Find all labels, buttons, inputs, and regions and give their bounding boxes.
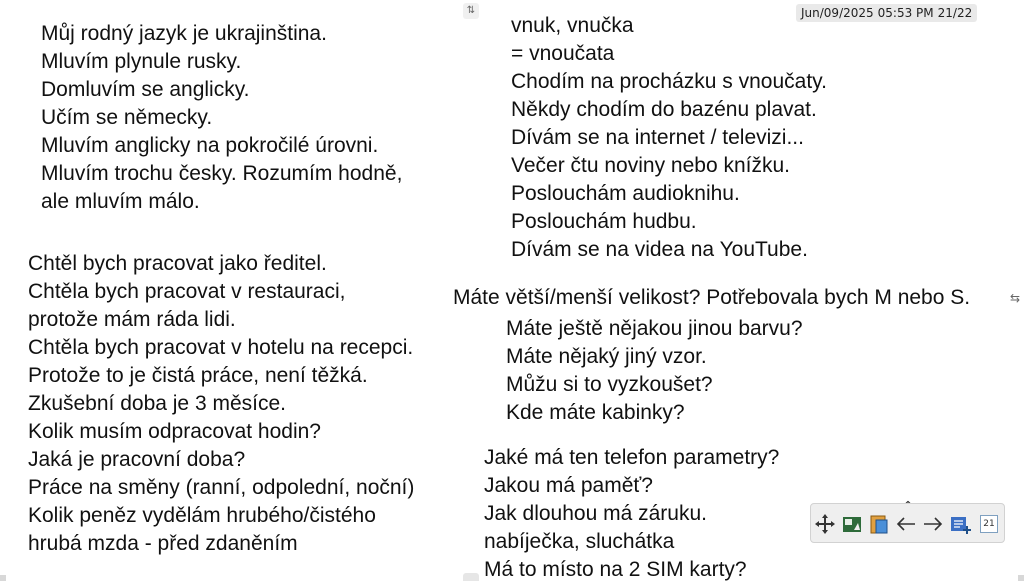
note-line: Večer čtu noviny nebo knížku.	[511, 154, 790, 177]
status-date: Jun/09/2025	[801, 6, 874, 20]
note-line: Kolik musím odpracovat hodin?	[28, 420, 321, 443]
note-line: Chtěla bych pracovat v restauraci,	[28, 280, 346, 303]
free-time-notes	[511, 12, 827, 264]
note-line: = vnoučata	[511, 42, 615, 65]
note-line: Poslouchám audioknihu.	[511, 182, 740, 205]
note-line: protože mám ráda lidi.	[28, 308, 236, 331]
note-line: Zkušební doba je 3 měsíce.	[28, 392, 286, 415]
status-page: 21/22	[937, 6, 973, 20]
note-line: Můžu si to vyzkoušet?	[506, 373, 713, 396]
note-line: Mluvím trochu česky. Rozumím hodně,	[41, 162, 403, 185]
note-line: Kolik peněz vydělám hrubého/čistého	[28, 504, 376, 527]
page-number-indicator[interactable]: 21	[977, 512, 1001, 536]
move-arrows-icon[interactable]	[813, 512, 837, 536]
clipboard-paste-icon[interactable]	[867, 512, 891, 536]
note-line: Jaká je pracovní doba?	[28, 448, 246, 471]
note-line: Poslouchám hudbu.	[511, 210, 697, 233]
note-line: Má to místo na 2 SIM karty?	[484, 558, 747, 581]
note-line: Protože to je čistá práce, není těžká.	[28, 364, 368, 387]
floating-toolbar	[810, 503, 1005, 543]
note-line: Dívám se na internet / televizi...	[511, 126, 804, 149]
note-line: ale mluvím málo.	[41, 190, 200, 213]
note-line: Chtěla bych pracovat v hotelu na recepci.	[28, 336, 414, 359]
note-line: hrubá mzda - před zdaněním	[28, 532, 298, 555]
note-line: Jaké má ten telefon parametry?	[484, 446, 780, 469]
note-line: Máte nějaký jiný vzor.	[506, 345, 707, 368]
arrow-left-icon[interactable]	[894, 512, 918, 536]
status-time: 05:53 PM	[877, 6, 934, 20]
note-line: Máte ještě nějakou jinou barvu?	[506, 317, 803, 340]
note-line: Mluvím anglicky na pokročilé úrovni.	[41, 134, 379, 157]
note-line: Jak dlouhou má záruku.	[484, 502, 707, 525]
phone-notes	[484, 444, 779, 584]
languages-notes	[41, 20, 402, 216]
note-line: Chtěl bych pracovat jako ředitel.	[28, 252, 327, 275]
note-line: Jakou má paměť?	[484, 474, 653, 497]
arrow-right-icon[interactable]	[921, 512, 945, 536]
screen-capture-icon[interactable]	[840, 512, 864, 536]
work-notes	[28, 250, 414, 558]
note-line: Domluvím se anglicky.	[41, 78, 250, 101]
note-line: Máte větší/menší velikost? Potřebovala bych M nebo S.	[453, 286, 971, 309]
bottom-divider-handle[interactable]	[463, 573, 479, 581]
shopping-header	[453, 284, 1006, 312]
note-line: Kde máte kabinky?	[506, 401, 685, 424]
note-line: Chodím na procházku s vnoučaty.	[511, 70, 827, 93]
column-divider-handle[interactable]: ⇅	[463, 3, 479, 19]
side-scroll-handle[interactable]: ⇆	[1009, 291, 1021, 305]
note-line: vnuk, vnučka	[511, 14, 634, 37]
note-line: Mluvím plynule rusky.	[41, 50, 242, 73]
shopping-notes	[506, 315, 803, 427]
corner-marker-right	[1018, 575, 1024, 581]
note-line: Někdy chodím do bazénu plavat.	[511, 98, 817, 121]
note-line: Práce na směny (ranní, odpolední, noční)	[28, 476, 415, 499]
note-line: Dívám se na videa na YouTube.	[511, 238, 808, 261]
corner-marker-left	[0, 575, 6, 581]
note-line: Můj rodný jazyk je ukrajinština.	[41, 22, 327, 45]
note-line: nabíječka, sluchátka	[484, 530, 675, 553]
add-page-icon[interactable]	[948, 512, 972, 536]
note-line: Učím se německy.	[41, 106, 213, 129]
